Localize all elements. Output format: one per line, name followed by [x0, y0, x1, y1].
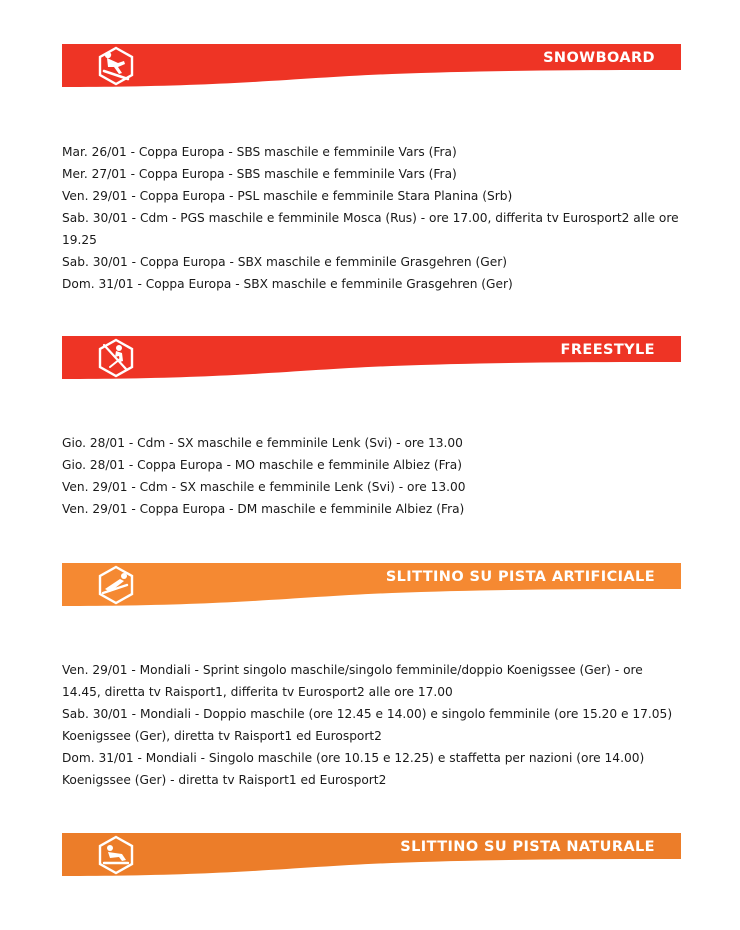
- event-line: Mer. 27/01 - Coppa Europa - SBS maschile e femminile Vars (Fra): [62, 167, 457, 181]
- section-title: SNOWBOARD: [543, 50, 655, 66]
- natural-luge-icon: [96, 834, 136, 876]
- section-title: SLITTINO SU PISTA NATURALE: [400, 839, 655, 855]
- event-line: Ven. 29/01 - Mondiali - Sprint singolo maschile/singolo femminile/doppio Koenigssee (Ger) - ore: [62, 663, 643, 677]
- section-title: FREESTYLE: [560, 342, 655, 358]
- section-banner-freestyle: [62, 336, 681, 382]
- event-list-slittino-artificiale: [62, 659, 682, 791]
- event-line: Mar. 26/01 - Coppa Europa - SBS maschile e femminile Vars (Fra): [62, 145, 457, 159]
- event-line: Koenigssee (Ger) - diretta tv Raisport1 ed Eurosport2: [62, 773, 387, 787]
- event-line: Ven. 29/01 - Coppa Europa - DM maschile e femminile Albiez (Fra): [62, 502, 465, 516]
- event-line: Ven. 29/01 - Cdm - SX maschile e femminile Lenk (Svi) - ore 13.00: [62, 480, 466, 494]
- section-banner-slittino-artificiale: [62, 563, 681, 609]
- section-banner-snowboard: [62, 44, 681, 90]
- event-line: Ven. 29/01 - Coppa Europa - PSL maschile e femminile Stara Planina (Srb): [62, 189, 513, 203]
- event-list-snowboard: [62, 141, 682, 295]
- event-line: Gio. 28/01 - Cdm - SX maschile e femminile Lenk (Svi) - ore 13.00: [62, 436, 463, 450]
- freestyle-skier-icon: [96, 337, 136, 379]
- event-line: Dom. 31/01 - Coppa Europa - SBX maschile e femminile Grasgehren (Ger): [62, 277, 513, 291]
- section-title: SLITTINO SU PISTA ARTIFICIALE: [385, 569, 655, 585]
- event-line: Gio. 28/01 - Coppa Europa - MO maschile e femminile Albiez (Fra): [62, 458, 462, 472]
- event-list-freestyle: [62, 432, 682, 520]
- event-line: Sab. 30/01 - Coppa Europa - SBX maschile e femminile Grasgehren (Ger): [62, 255, 507, 269]
- event-line: 14.45, diretta tv Raisport1, differita tv Eurosport2 alle ore 17.00: [62, 685, 453, 699]
- event-line: Dom. 31/01 - Mondiali - Singolo maschile (ore 10.15 e 12.25) e staffetta per nazioni (ore 14.00): [62, 751, 645, 765]
- event-line: Sab. 30/01 - Cdm - PGS maschile e femminile Mosca (Rus) - ore 17.00, differita tv Eurosport2 alle ore: [62, 211, 679, 225]
- snowboard-icon: [96, 45, 136, 87]
- event-line: 19.25: [62, 233, 97, 247]
- luge-icon: [96, 564, 136, 606]
- section-banner-slittino-naturale: [62, 833, 681, 879]
- event-line: Koenigssee (Ger), diretta tv Raisport1 ed Eurosport2: [62, 729, 382, 743]
- event-line: Sab. 30/01 - Mondiali - Doppio maschile (ore 12.45 e 14.00) e singolo femminile (ore 15.20 e 17.05): [62, 707, 673, 721]
